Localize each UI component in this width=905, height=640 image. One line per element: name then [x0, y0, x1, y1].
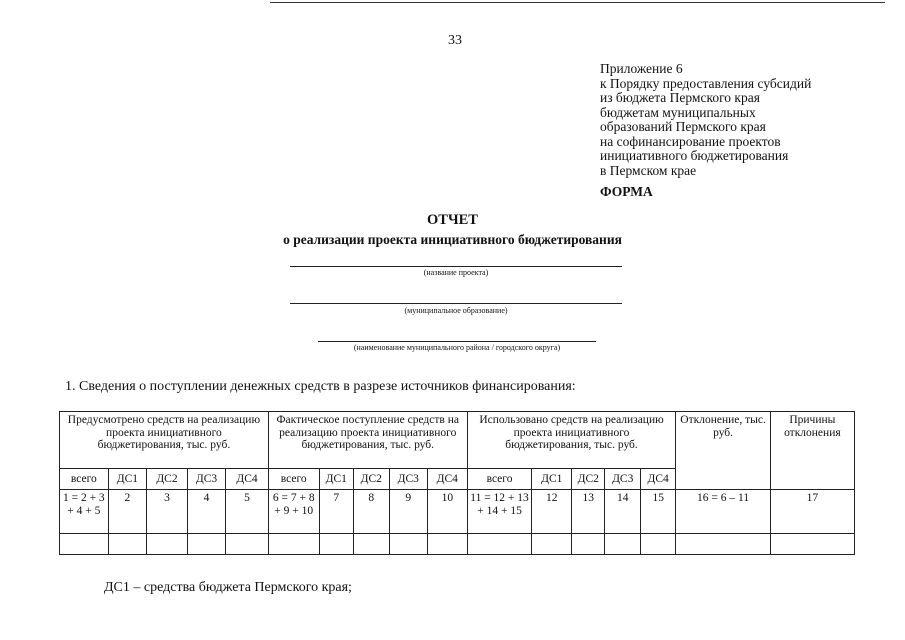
subheader-cell: всего: [467, 469, 532, 490]
empty-cell[interactable]: [319, 534, 353, 555]
table-cell: 17: [770, 490, 854, 534]
table-cell: 4: [187, 490, 226, 534]
table-cell: 12: [532, 490, 572, 534]
top-rule: [270, 2, 885, 3]
section-heading: 1. Сведения о поступлении денежных средств в разрезе источников финансирования:: [65, 379, 576, 394]
empty-cell[interactable]: [389, 534, 428, 555]
empty-cell[interactable]: [108, 534, 147, 555]
empty-cell[interactable]: [640, 534, 676, 555]
project-name-caption: (название проекта): [423, 268, 489, 277]
subheader-cell: всего: [268, 469, 319, 490]
footnote: ДС1 – средства бюджета Пермского края;: [104, 580, 352, 595]
empty-cell[interactable]: [187, 534, 226, 555]
header-received: Фактическое поступление средств на реализацию проекта инициативного бюджетирования, тыс. руб.: [268, 412, 467, 469]
appendix-line: бюджетам муниципальных: [600, 104, 756, 120]
empty-cell[interactable]: [676, 534, 770, 555]
empty-cell[interactable]: [268, 534, 319, 555]
subheader-cell: ДС3: [187, 469, 226, 490]
appendix-line: к Порядку предоставления субсидий: [600, 75, 812, 91]
page-number: 33: [448, 33, 462, 48]
empty-cell[interactable]: [147, 534, 188, 555]
header-reasons: Причины отклонения: [770, 412, 854, 490]
empty-cell[interactable]: [532, 534, 572, 555]
appendix-line: Приложение 6: [600, 61, 683, 76]
table-cell: 2: [108, 490, 147, 534]
district-caption: (наименование муниципального района / городского округа): [353, 343, 561, 352]
table-cell: 7: [319, 490, 353, 534]
header-deviation: Отклонение, тыс. руб.: [676, 412, 770, 490]
appendix-block: [600, 62, 811, 178]
table-cell: 11 = 12 + 13 + 14 + 15: [467, 490, 532, 534]
table-cell: 16 = 6 – 11: [676, 490, 770, 534]
subheader-cell: ДС4: [428, 469, 468, 490]
form-label: ФОРМА: [600, 184, 653, 199]
subheader-cell: ДС2: [147, 469, 188, 490]
district-field[interactable]: [318, 341, 596, 342]
document-subtitle: о реализации проекта инициативного бюджетирования: [283, 232, 622, 247]
empty-cell[interactable]: [226, 534, 269, 555]
table-row: [60, 490, 855, 534]
appendix-line: в Пермском крае: [600, 162, 697, 178]
table-cell: 6 = 7 + 8 + 9 + 10: [268, 490, 319, 534]
table-cell: 15: [640, 490, 676, 534]
table-cell: 10: [428, 490, 468, 534]
empty-cell[interactable]: [605, 534, 640, 555]
table-cell: 8: [354, 490, 389, 534]
subheader-cell: всего: [60, 469, 109, 490]
subheader-cell: ДС2: [572, 469, 605, 490]
table-cell: 14: [605, 490, 640, 534]
table-cell: 13: [572, 490, 605, 534]
municipality-caption: (муниципальное образование): [404, 306, 508, 315]
empty-cell[interactable]: [60, 534, 109, 555]
subheader-cell: ДС4: [640, 469, 676, 490]
subheader-cell: ДС3: [389, 469, 428, 490]
empty-cell[interactable]: [572, 534, 605, 555]
appendix-line: на софинансирование проектов: [600, 133, 781, 149]
subheader-cell: ДС1: [319, 469, 353, 490]
appendix-line: образований Пермского края: [600, 119, 766, 134]
subheader-cell: ДС3: [605, 469, 640, 490]
funding-table: [59, 411, 855, 555]
table-cell: 1 = 2 + 3 + 4 + 5: [60, 490, 109, 534]
project-name-field[interactable]: [290, 266, 622, 267]
municipality-field[interactable]: [290, 303, 622, 304]
empty-cell[interactable]: [467, 534, 532, 555]
document-title: ОТЧЕТ: [427, 212, 478, 228]
table-cell: 5: [226, 490, 269, 534]
table-row-empty: [60, 534, 855, 555]
empty-cell[interactable]: [770, 534, 854, 555]
subheader-cell: ДС1: [108, 469, 147, 490]
header-used: Использовано средств на реализацию проекта инициативного бюджетирования, тыс. руб.: [467, 412, 676, 469]
empty-cell[interactable]: [354, 534, 389, 555]
table-cell: 9: [389, 490, 428, 534]
empty-cell[interactable]: [428, 534, 468, 555]
appendix-line: из бюджета Пермского края: [600, 90, 760, 105]
subheader-cell: ДС1: [532, 469, 572, 490]
subheader-cell: ДС2: [354, 469, 389, 490]
appendix-line: инициативного бюджетирования: [600, 148, 789, 163]
header-planned: Предусмотрено средств на реализацию проекта инициативного бюджетирования, тыс. руб.: [60, 412, 269, 469]
table-cell: 3: [147, 490, 188, 534]
subheader-cell: ДС4: [226, 469, 269, 490]
